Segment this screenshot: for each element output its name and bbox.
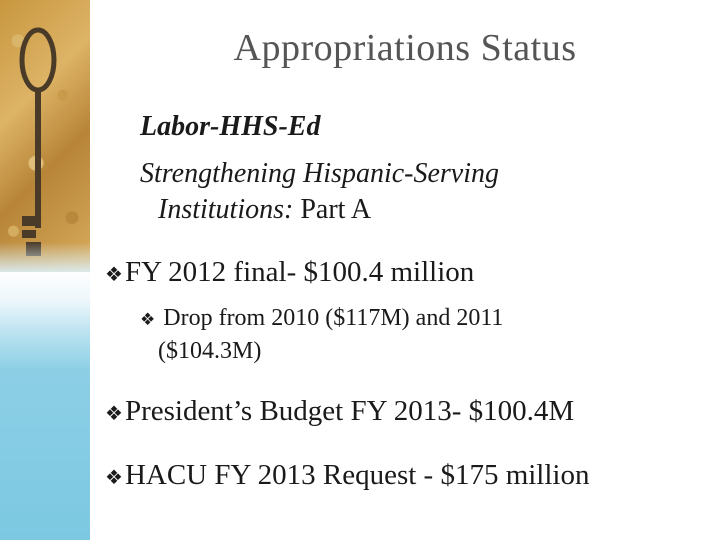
subtitle-line-1: Labor-HHS-Ed bbox=[140, 111, 321, 142]
subtitle-line-3 bbox=[158, 193, 371, 227]
sub-bullet-item bbox=[140, 303, 503, 335]
sub-bullet-text: Drop from 2010 ($117M) and 2011 bbox=[163, 305, 504, 331]
diamond-bullet-icon: ❖ bbox=[140, 310, 156, 329]
left-decorative-band bbox=[0, 0, 90, 540]
sub-bullet-continuation: ($104.3M) bbox=[158, 338, 262, 364]
diamond-bullet-icon: ❖ bbox=[105, 403, 123, 425]
key-icon bbox=[8, 20, 68, 260]
bullet-item bbox=[105, 394, 574, 431]
key-photo bbox=[0, 0, 90, 272]
bullet-text: HACU FY 2013 Request - $175 million bbox=[124, 459, 590, 491]
subtitle-line-3-italic: Institutions: bbox=[158, 194, 294, 225]
subtitle-line-2: Strengthening Hispanic-Serving bbox=[140, 158, 500, 189]
bullet-item bbox=[105, 458, 589, 495]
diamond-bullet-icon: ❖ bbox=[105, 467, 123, 489]
bullet-item bbox=[105, 255, 474, 292]
bullet-text: FY 2012 final- $100.4 million bbox=[124, 256, 475, 288]
diamond-bullet-icon: ❖ bbox=[105, 264, 123, 286]
subtitle-line-3-plain: Part A bbox=[293, 194, 372, 225]
slide-title: Appropriations Status bbox=[233, 27, 577, 69]
bullet-text: President’s Budget FY 2013- $100.4M bbox=[124, 395, 575, 427]
